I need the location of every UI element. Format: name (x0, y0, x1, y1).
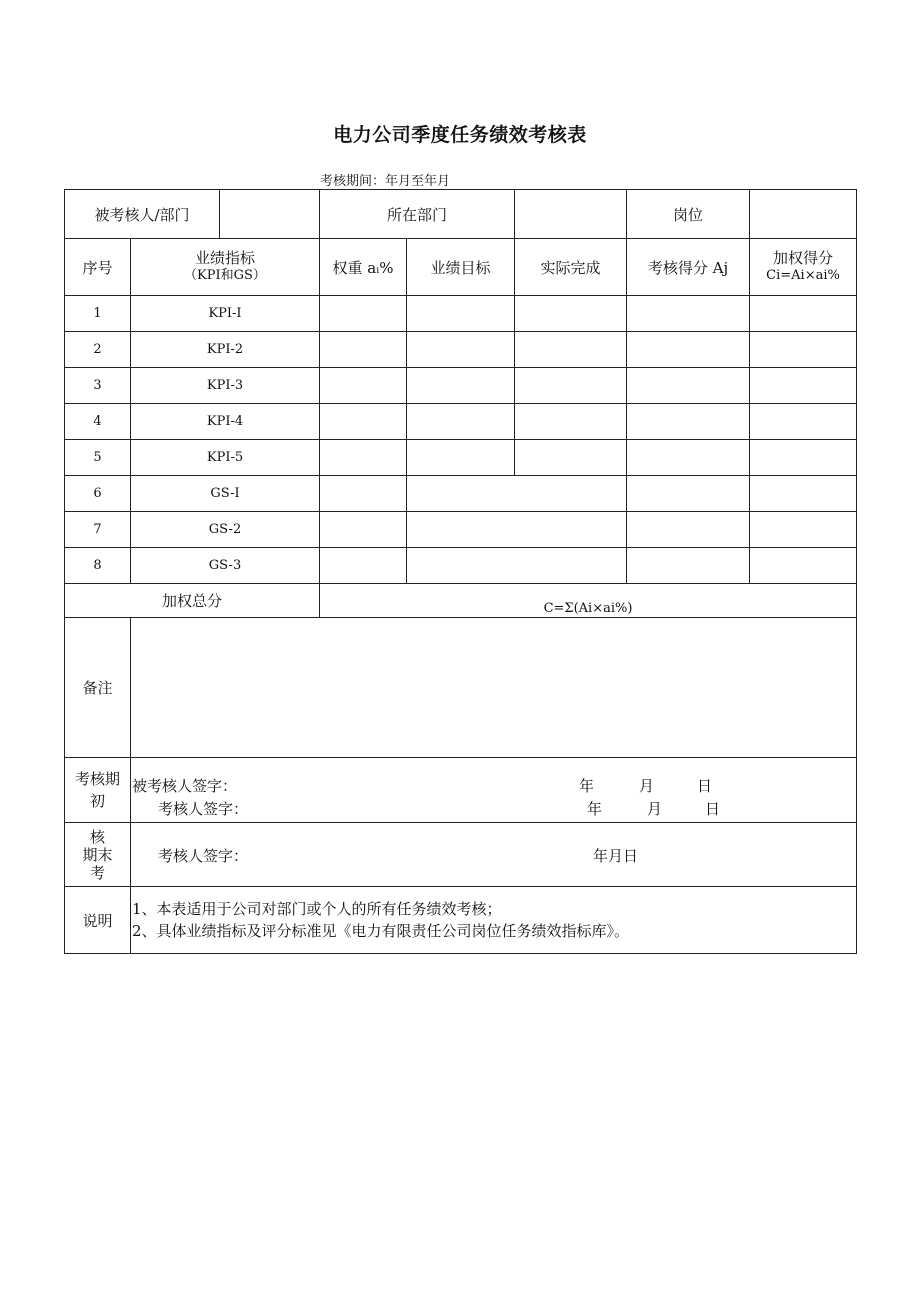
row-seq: 3 (65, 368, 131, 404)
weight-cell[interactable] (320, 368, 407, 404)
weighted-cell[interactable] (750, 332, 857, 368)
notes-content (131, 887, 857, 954)
row-seq: 8 (65, 548, 131, 584)
notes-row (65, 887, 857, 954)
page-title: 电力公司季度任务绩效考核表 (333, 124, 587, 146)
total-row (65, 584, 857, 618)
total-label: 加权总分 (65, 584, 320, 618)
col-indicator-line1: 业绩指标 (194, 249, 255, 267)
end-sign-date: 年月日 (593, 847, 639, 865)
assessee-sign-year: 年 (579, 777, 595, 795)
end-assessor-sign-label: 考核人签字： (158, 847, 249, 865)
weighted-cell[interactable] (750, 296, 857, 332)
col-weight: 权重 aᵢ% (320, 239, 407, 296)
score-cell[interactable] (627, 404, 750, 440)
initial-sign-row (65, 758, 857, 823)
weight-cell[interactable] (320, 296, 407, 332)
position-input[interactable] (750, 190, 857, 239)
score-cell[interactable] (627, 476, 750, 512)
remark-label: 备注 (65, 618, 131, 758)
weight-cell[interactable] (320, 512, 407, 548)
row-seq: 1 (65, 296, 131, 332)
row-seq: 6 (65, 476, 131, 512)
row-indicator: KPI-I (131, 296, 320, 332)
col-weighted-line1: 加权得分 (773, 249, 834, 267)
assessee-dept-input[interactable] (220, 190, 320, 239)
score-cell[interactable] (627, 368, 750, 404)
total-formula[interactable]: C=Σ(Ai×ai%) (320, 584, 857, 618)
target-cell[interactable] (407, 332, 515, 368)
weight-cell[interactable] (320, 332, 407, 368)
table-row (65, 512, 857, 548)
row-indicator: GS-3 (131, 548, 320, 584)
assessor-sign-label: 考核人签字： (158, 800, 249, 818)
actual-cell[interactable] (515, 332, 627, 368)
row-seq: 4 (65, 404, 131, 440)
target-actual-cell[interactable] (407, 548, 627, 584)
actual-cell[interactable] (515, 404, 627, 440)
table-row (65, 548, 857, 584)
table-row (65, 368, 857, 404)
row-indicator: KPI-3 (131, 368, 320, 404)
target-cell[interactable] (407, 404, 515, 440)
target-cell[interactable] (407, 368, 515, 404)
notes-line2: 2、具体业绩指标及评分标准见《电力有限责任公司岗位任务绩效指标库》。 (132, 922, 630, 940)
col-seq: 序号 (65, 239, 131, 296)
end-label (65, 823, 131, 887)
notes-line1: 1、本表适用于公司对部门或个人的所有任务绩效考核； (132, 900, 502, 918)
row-indicator: KPI-2 (131, 332, 320, 368)
col-target: 业绩目标 (407, 239, 515, 296)
actual-cell[interactable] (515, 440, 627, 476)
score-cell[interactable] (627, 548, 750, 584)
score-cell[interactable] (627, 332, 750, 368)
department-input[interactable] (515, 190, 627, 239)
score-cell[interactable] (627, 296, 750, 332)
end-label-line1: 核 (89, 827, 105, 846)
col-actual: 实际完成 (515, 239, 627, 296)
remark-row (65, 618, 857, 758)
row-seq: 2 (65, 332, 131, 368)
end-label-line2: 期末 (82, 845, 113, 864)
table-row (65, 404, 857, 440)
target-actual-cell[interactable] (407, 476, 627, 512)
department-label: 所在部门 (320, 190, 515, 239)
weighted-cell[interactable] (750, 368, 857, 404)
notes-label: 说明 (65, 887, 131, 954)
assessee-dept-label: 被考核人/部门 (65, 190, 220, 239)
actual-cell[interactable] (515, 296, 627, 332)
score-cell[interactable] (627, 512, 750, 548)
assessor-sign-day: 日 (705, 800, 721, 818)
initial-label-line2: 初 (89, 792, 105, 810)
target-cell[interactable] (407, 440, 515, 476)
weight-cell[interactable] (320, 404, 407, 440)
weighted-cell[interactable] (750, 476, 857, 512)
col-indicator-line2: （KPI和GS） (184, 268, 266, 283)
col-weighted (750, 239, 857, 296)
target-actual-cell[interactable] (407, 512, 627, 548)
weighted-cell[interactable] (750, 548, 857, 584)
end-sign-row (65, 823, 857, 887)
end-sign-area[interactable] (131, 823, 857, 887)
table-row (65, 296, 857, 332)
assessment-period: 考核期间：年月至年月 (320, 174, 451, 189)
actual-cell[interactable] (515, 368, 627, 404)
weight-cell[interactable] (320, 440, 407, 476)
score-cell[interactable] (627, 440, 750, 476)
header-row (65, 190, 857, 239)
row-indicator: KPI-5 (131, 440, 320, 476)
table-row (65, 440, 857, 476)
assessee-sign-day: 日 (697, 777, 713, 795)
row-indicator: GS-2 (131, 512, 320, 548)
row-indicator: KPI-4 (131, 404, 320, 440)
col-indicator (131, 239, 320, 296)
target-cell[interactable] (407, 296, 515, 332)
end-label-line3: 考 (89, 863, 105, 882)
remark-input[interactable] (131, 618, 857, 758)
row-seq: 7 (65, 512, 131, 548)
column-header-row (65, 239, 857, 296)
row-seq: 5 (65, 440, 131, 476)
table-row (65, 476, 857, 512)
col-score: 考核得分 Aj (627, 239, 750, 296)
performance-form (64, 189, 857, 954)
position-label: 岗位 (627, 190, 750, 239)
assessee-sign-label: 被考核人签字： (132, 777, 238, 795)
assessee-sign-month: 月 (639, 777, 655, 795)
table-row (65, 332, 857, 368)
weight-cell[interactable] (320, 548, 407, 584)
assessor-sign-month: 月 (647, 800, 663, 818)
col-weighted-line2: Ci=Ai×ai% (766, 268, 840, 283)
weighted-cell[interactable] (750, 440, 857, 476)
initial-sign-area[interactable] (131, 758, 857, 823)
weighted-cell[interactable] (750, 512, 857, 548)
initial-label-line1: 考核期 (74, 770, 120, 788)
weight-cell[interactable] (320, 476, 407, 512)
row-indicator: GS-I (131, 476, 320, 512)
weighted-cell[interactable] (750, 404, 857, 440)
assessor-sign-year: 年 (587, 800, 603, 818)
initial-label (65, 758, 131, 823)
